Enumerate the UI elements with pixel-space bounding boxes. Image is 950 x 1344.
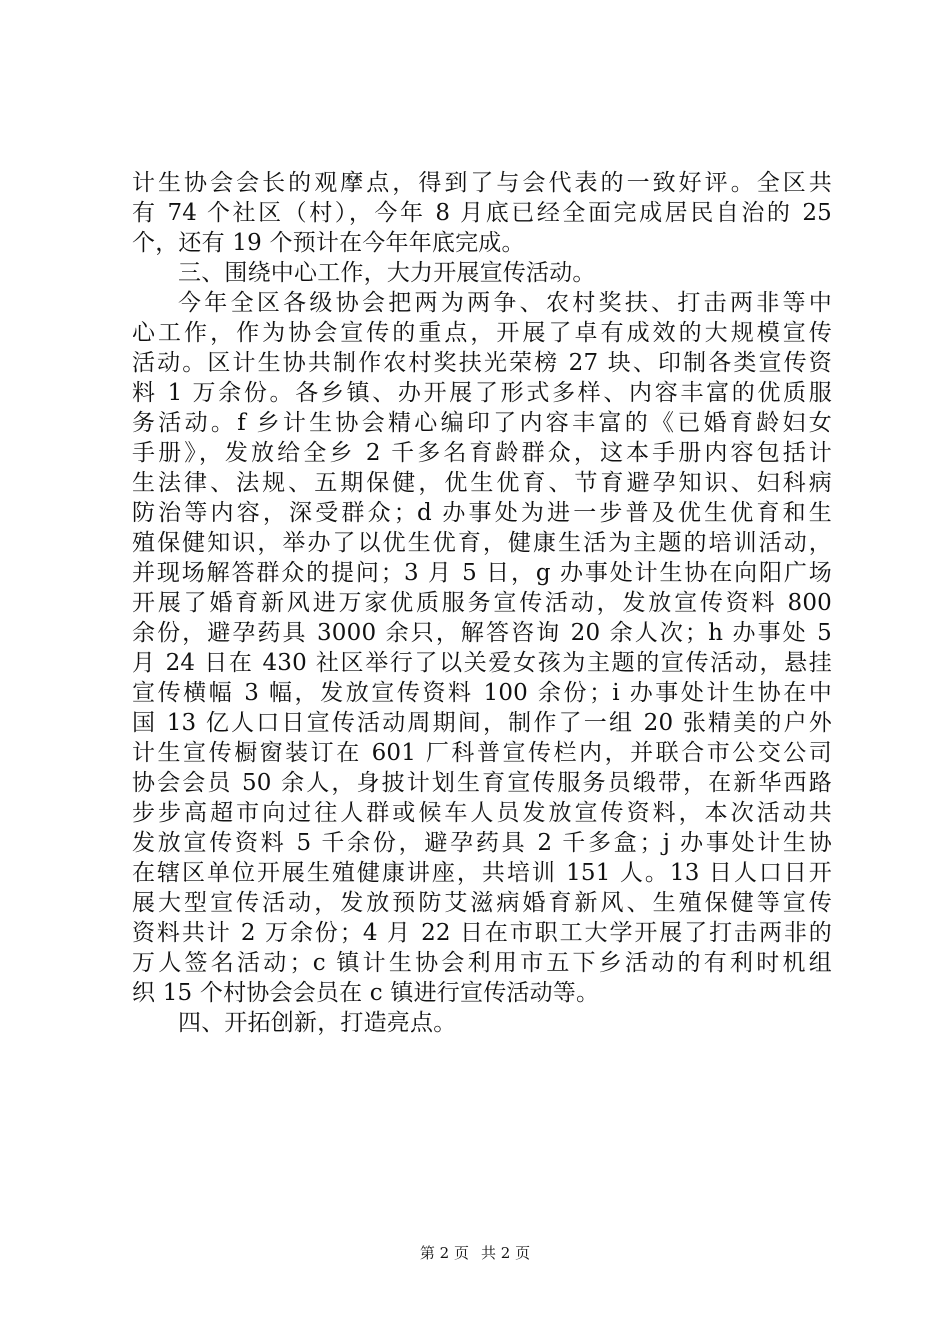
text-line: 月 24 日在 430 社区举行了以关爱女孩为主题的宣传活动，悬挂 bbox=[132, 650, 832, 676]
paragraph-1 bbox=[132, 168, 832, 258]
text-line: 织 15 个村协会会员在 c 镇进行宣传活动等。 bbox=[132, 980, 600, 1006]
text-line: 国 13 亿人口日宣传活动周期间，制作了一组 20 张精美的户外 bbox=[132, 710, 832, 736]
text-line: 心工作，作为协会宣传的重点，开展了卓有成效的大规模宣传 bbox=[132, 320, 832, 346]
text-line: 万人签名活动；c 镇计生协会利用市五下乡活动的有利时机组 bbox=[132, 950, 832, 976]
text-line: 务活动。f 乡计生协会精心编印了内容丰富的《已婚育龄妇女 bbox=[132, 410, 832, 436]
text-line: 今年全区各级协会把两为两争、农村奖扶、打击两非等中 bbox=[178, 290, 832, 316]
text-line: 手册》，发放给全乡 2 千多名育龄群众，这本手册内容包括计 bbox=[132, 440, 832, 466]
text-line: 殖保健知识，举办了以优生优育，健康生活为主题的培训活动， bbox=[132, 530, 832, 556]
text-line: 展大型宣传活动，发放预防艾滋病婚育新风、生殖保健等宣传 bbox=[132, 890, 832, 916]
text-line: 个，还有 19 个预计在今年年底完成。 bbox=[132, 230, 525, 256]
page-total: 共 2 页 bbox=[481, 1244, 531, 1262]
text-line: 并现场解答群众的提问；3 月 5 日，g 办事处计生协在向阳广场 bbox=[132, 560, 832, 586]
text-line: 资料共计 2 万余份；4 月 22 日在市职工大学开展了打击两非的 bbox=[132, 920, 832, 946]
section-heading-3: 三、围绕中心工作，大力开展宣传活动。 bbox=[178, 260, 596, 286]
text-line: 有 74 个社区（村），今年 8 月底已经全面完成居民自治的 25 bbox=[132, 200, 832, 226]
page-footer bbox=[0, 1243, 950, 1263]
text-line: 在辖区单位开展生殖健康讲座，共培训 151 人。13 日人口日开 bbox=[132, 860, 832, 886]
text-line: 协会会员 50 余人，身披计划生育宣传服务员缎带，在新华西路 bbox=[132, 770, 832, 796]
text-line: 防治等内容，深受群众；d 办事处为进一步普及优生优育和生 bbox=[132, 500, 832, 526]
page-number: 第 2 页 bbox=[419, 1244, 469, 1262]
section-heading-4: 四、开拓创新，打造亮点。 bbox=[178, 1010, 457, 1036]
text-line: 步步高超市向过往人群或候车人员发放宣传资料，本次活动共 bbox=[132, 800, 832, 826]
text-line: 生法律、法规、五期保健，优生优育、节育避孕知识、妇科病 bbox=[132, 470, 832, 496]
text-line: 发放宣传资料 5 千余份，避孕药具 2 千多盒；j 办事处计生协 bbox=[132, 830, 832, 856]
document-body bbox=[132, 168, 832, 1038]
text-line: 宣传横幅 3 幅，发放宣传资料 100 余份；i 办事处计生协在中 bbox=[132, 680, 832, 706]
text-line: 计生宣传橱窗装订在 601 厂科普宣传栏内，并联合市公交公司 bbox=[132, 740, 832, 766]
text-line: 开展了婚育新风进万家优质服务宣传活动，发放宣传资料 800 bbox=[132, 590, 832, 616]
paragraph-2 bbox=[132, 288, 832, 1008]
text-line: 料 1 万余份。各乡镇、办开展了形式多样、内容丰富的优质服 bbox=[132, 380, 832, 406]
text-line: 活动。区计生协共制作农村奖扶光荣榜 27 块、印制各类宣传资 bbox=[132, 350, 832, 376]
text-line: 计生协会会长的观摩点，得到了与会代表的一致好评。全区共 bbox=[132, 170, 832, 196]
text-line: 余份，避孕药具 3000 余只，解答咨询 20 余人次；h 办事处 5 bbox=[132, 620, 832, 646]
